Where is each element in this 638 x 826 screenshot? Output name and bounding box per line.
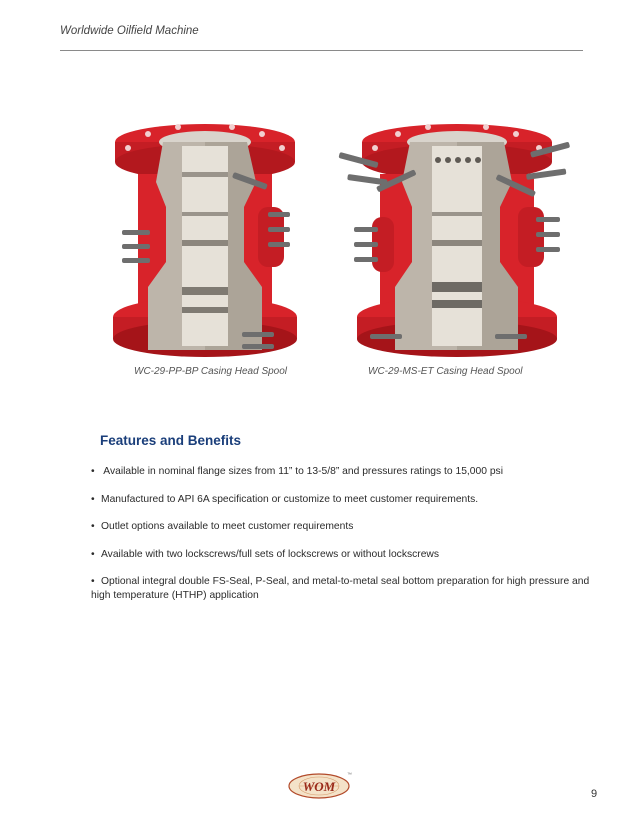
feature-text: Outlet options available to meet customer requirements: [101, 521, 354, 532]
list-item: [91, 520, 591, 534]
document-header-title: Worldwide Oilfield Machine: [60, 25, 199, 37]
header-divider: [60, 50, 583, 51]
bullet-icon: •: [91, 493, 95, 505]
bullet-icon: •: [91, 548, 95, 560]
list-item: [91, 548, 591, 562]
feature-text: Optional integral double FS-Seal, P-Seal, and metal-to-metal seal bottom preparation for high pressure and high temperature (HTHP) application: [91, 576, 590, 601]
feature-text: Manufactured to API 6A specification or customize to meet customer requirements.: [101, 493, 479, 505]
casing-head-spool-illustration: [108, 112, 302, 360]
bullet-icon: •: [91, 576, 95, 587]
wom-logo: [287, 770, 351, 800]
bullet-icon: •: [91, 466, 95, 477]
feature-text: Available with two lockscrews/full sets of lockscrews or without lockscrews: [101, 548, 440, 560]
features-heading: Features and Benefits: [100, 433, 242, 448]
figure-caption: WC-29-PP-BP Casing Head Spool: [134, 366, 288, 377]
casing-head-spool-illustration: [340, 112, 575, 360]
page-number: 9: [591, 788, 598, 800]
logo-text: WOM: [302, 779, 336, 794]
feature-text: Available in nominal flange sizes from 11” to 13-5/8” and pressures ratings to 15,000 psi: [101, 466, 503, 477]
trademark-symbol: ™: [347, 772, 352, 778]
features-list: [91, 465, 591, 617]
list-item: [91, 493, 591, 507]
bullet-icon: •: [91, 521, 95, 532]
list-item: [91, 575, 591, 603]
figure-caption: WC-29-MS-ET Casing Head Spool: [368, 366, 523, 377]
list-item: [91, 465, 591, 479]
